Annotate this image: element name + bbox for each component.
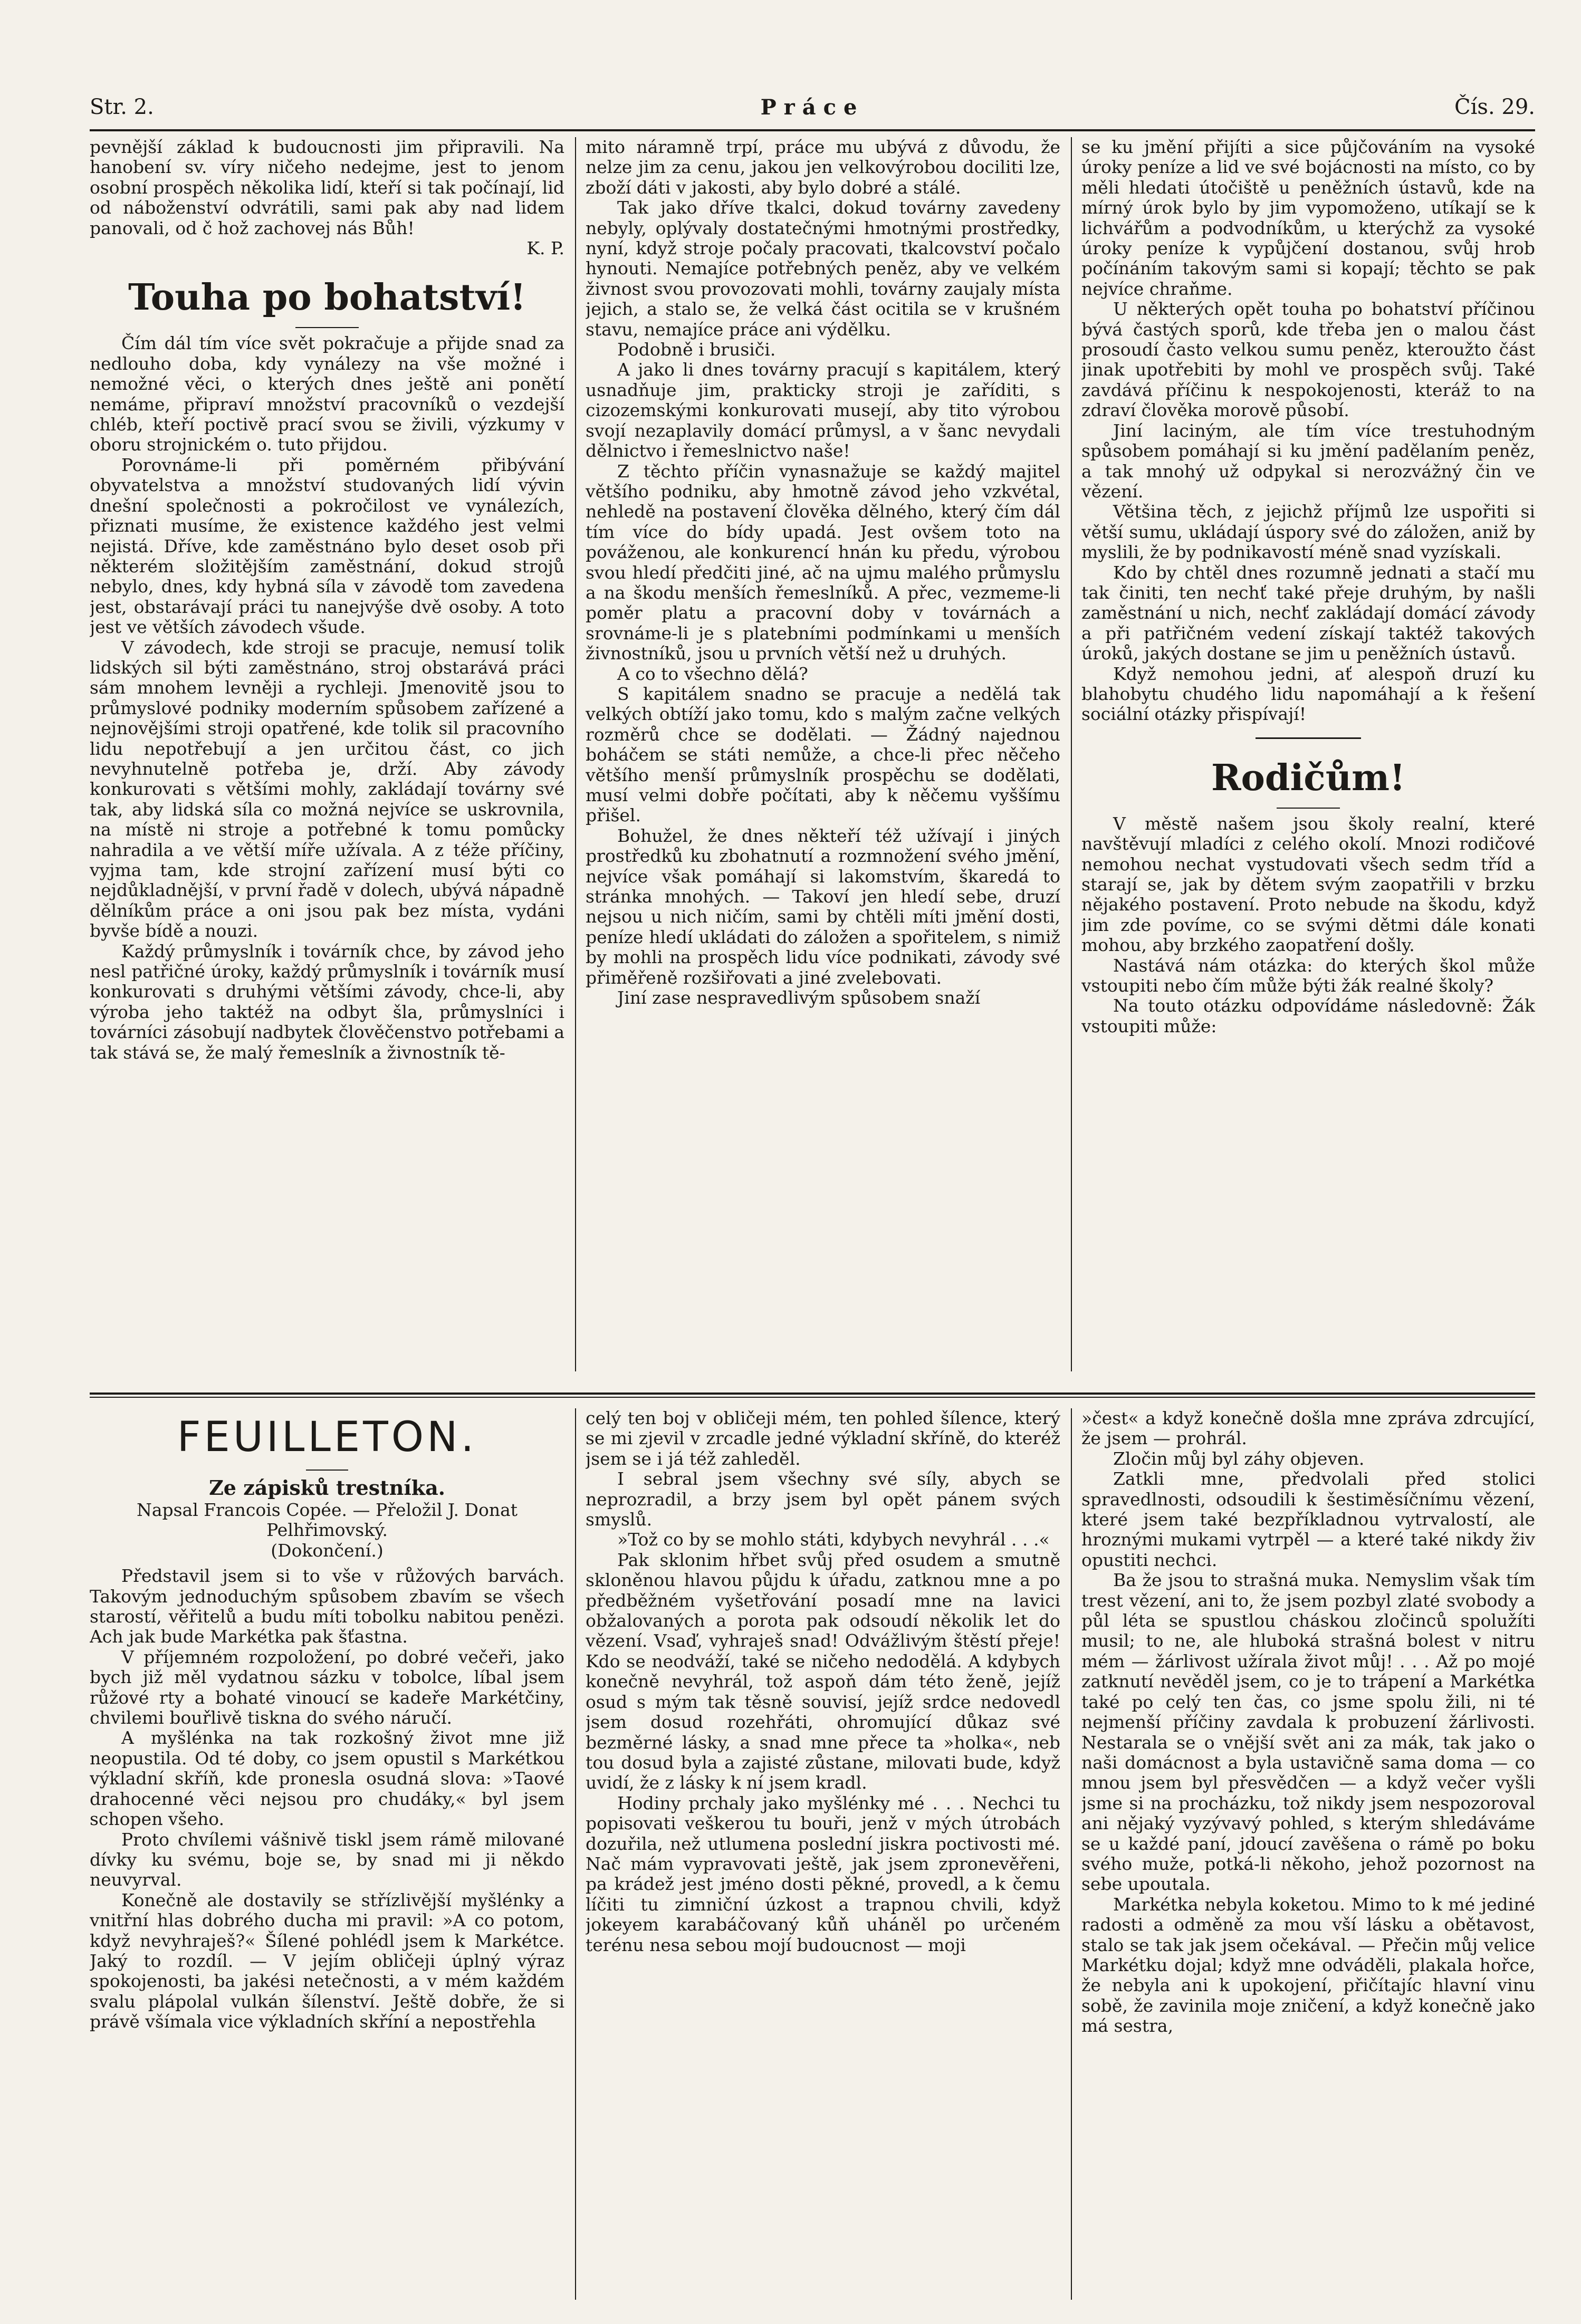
paragraph: Bohužel, že dnes někteří též užívají i jiných prostředků ku zbohatnutí a rozmnožení svého jmění, nejvíce však pomáhají si lakomstvím, škaredá to stránka mnohých. — Takoví jen hledí sebe, druzí nejsou u nich ničím, sami by chtěli míti jmění dosti, peníze hledí ukládati do záložen a spořitelem, s nimiž by mohli na prospěch lidu více podnikati, závody své přiměřeně rozšiřovati a jiné zvelebovati. xyxy=(586,825,1060,988)
column-divider xyxy=(1071,1408,1072,2300)
paragraph: Jiní laciným, ale tím více trestuhodným spůsobem pomáhají si ku jmění padělaním peněz, a tak mnohý už odpykal si nerozvážný čin ve vězení. xyxy=(1081,420,1535,502)
article-title: Touha po bohatství! xyxy=(128,276,526,319)
paragraph: U některých opět touha po bohatství příčinou bývá častých sporů, kde třeba jen o malou část prosoudí často velkou sumu peněz, kteroužto část jinak upotřebiti by mohl ve prospěch svůj. Také zavdává příčinu k nespokojenosti, kteráž to na zdraví člověka morově působí. xyxy=(1081,299,1535,421)
paragraph: A myšlénka na tak rozkošný život mne již neopustila. Od té doby, co jsem opustil s Markétkou výkladní skříň, kde pronesla osudná slova: »Taové drahocenné věci nejsou pro chudáky,« byl jsem schopen všeho. xyxy=(90,1727,564,1830)
paragraph: Porovnáme-li při poměrném přibývání obyvatelstva a množství studovaných lidí vývin dnešní společnosti a pokročilost ve vynálezích, přiznati musíme, že existence každého jest velmi nejistá. Dříve, kde zaměstnáno bylo deset osob při některém složitějším zaměstnání, dokud strojů nebylo, dnes, kdy hybná síla v závodě tom zavedena jest, obstarávají práci tu nanejvýše dvě osoby. A toto jest ve větších závodech všude. xyxy=(90,454,564,638)
page-header xyxy=(90,95,1535,127)
paragraph: Konečně ale dostavily se střízlivější myšlénky a vnitřní hlas dobrého ducha mi pravil: »A co potom, když nevyhraješ?« Šílené pohlédl jsem k Markétce. Jaký to rozdíl. — V jejím obličeji úplný výraz spokojenosti, ba jakési netečnosti, a v mém každém svalu plápolal vulkán šílenství. Ještě dobře, že si právě všímala vice výkladních skříní a nepostřehla xyxy=(90,1889,564,2032)
paragraph: Hodiny prchaly jako myšlénky mé . . . Nechci tu popisovati veškerou tu bouři, jenž v mých útrobách dozuřila, než utlumena poslední jiskra poctivosti mé. Nač mám vypravovati ještě, jak jsem zpronevěřeni, pa krádež jest jméno dosti pěkné, provedl, a k čemu líčiti tu zimniční úzkost a trapnou chvili, když jokeyem karabáčovaný kůň uháněl po určeném terénu nesa sebou mojí budoucnost — moji xyxy=(586,1792,1060,1955)
paragraph: Ba že jsou to strašná muka. Nemyslim však tím trest vězení, ani to, že jsem pozbyl zlaté svobody a půl léta se spustlou cháskou zločinců spolužíti musil; to ne, ale hluboká strašná bolest v nitru mém — žárlivost užírala život můj! . . . Až po mojé zatknutí nevěděl jsem, co je to trápení a Markétka také po celý ten čas, co jsme spolu žili, ni té nejmenší příčiny zavdala k probuzení žárlivosti. Nestarala se o vnější svět ani za mák, tak jako o naši domácnost a byla ustavičně sama doma — co mnou jsem byl přesvědčen — a když večer vyšli jsme si na procházku, tož nikdy jsem nespozoroval ani nějaký vyzývavý pohled, s kterým shledáváme se u každé paní, jdoucí zavěšena o rámě po boku svého muže, potká-li někoho, jehož pozornost na sebe upoutala. xyxy=(1081,1570,1535,1895)
paragraph: Zločin můj byl záhy objeven. xyxy=(1113,1448,1365,1469)
column-divider xyxy=(575,137,576,1371)
paragraph: »čest« a když konečně došla mne zpráva zdrcující, že jsem — prohrál. xyxy=(1081,1408,1535,1449)
paragraph: S kapitálem snadno se pracuje a nedělá tak velkých obtíží jako tomu, kdo s malým začne velkých rozměrů chce se dodělati. — Žádný najednou boháčem se státi nemůže, a chce-li přec něčeho většího menší průmyslník prospěchu se dodělati, musí velmi dobře počítati, aby k něčemu vyššímu přišel. xyxy=(586,683,1060,826)
title-divider xyxy=(295,327,359,328)
column-2-upper xyxy=(586,137,1060,1371)
ornament-divider xyxy=(306,1470,348,1471)
paragraph: V příjemném rozpoložení, po dobré večeři, jako bych již měl vydatnou sázku v tobolce, líbal jsem růžové rty a bohaté vinoucí se kadeře Markétčiny, chvilemi bouřlivě tiskna do svého náručí. xyxy=(90,1646,564,1728)
paragraph: Na touto otázku odpovídáme následovně: Žák vstoupiti může: xyxy=(1081,995,1535,1036)
paragraph: Každý průmyslník i továrník chce, by závod jeho nesl patřičné úroky, každý průmyslník i továrník musí konkurovati s druhými většími závody, chce-li, aby výroba jeho taktéž na odbyt šla, průmyslníci i továrníci zásobují nadbytek člověčenstvo potřebami a tak stává se, že malý řemeslník a živnostník tě- xyxy=(90,940,564,1063)
paragraph: Většina těch, z jejichž příjmů lze uspořiti si větší sumu, ukládají úspory své do záložen, aniž by myslili, že by podnikavostí méně snad vyzískali. xyxy=(1081,501,1535,563)
column-divider xyxy=(575,1408,576,2300)
paragraph: Jiní zase nespravedlivým spůsobem snaží xyxy=(617,987,981,1009)
paragraph: A co to všechno dělá? xyxy=(617,663,808,684)
paragraph: V závodech, kde stroji se pracuje, nemusí tolik lidských sil býti zaměstnáno, stroj obstarává práci sám mnohem levněji a rychleji. Jmenovitě jsou to průmyslové podniky moderním spůsobem zařízené a nejnovějšími stroji opatřené, kde tolik sil pracovního lidu nepotřebují a jen určitou část, co jich nevyhnutelně potřeba je, drží. Aby závody konkurovati s většími mohly, zakládají továrny své tak, aby lidská síla co možná nejvíce se uskrovnila, na místě ni stroje a potřebné k tomu pomůcky nahradila a ve větší míře užívala. A z téže příčiny, vyjma tam, kde strojní zařízení musí býti co nejdůkladnější, v první řadě v dolech, ubývá nápadně dělníkům práce a oni jsou pak bez místa, vydáni byvše bídě a nouzi. xyxy=(90,637,564,942)
paragraph: Markétka nebyla koketou. Mimo to k mé jediné radosti a odměně za mou vší lásku a obětavost, stalo se tak jak jsem očekával. — Přečin můj velice Markétku dojal; když mne odváděli, plakala hořce, že nebyla ani k upokojení, přičítajíc hlavní vinu sobě, že zavinila moje zničení, a když konečně jako má sestra, xyxy=(1081,1894,1535,2037)
paragraph: I sebral jsem všechny své síly, abych se neprozradil, a brzy jsem byl opět pánem svých smyslů. xyxy=(586,1468,1060,1530)
paragraph: Kdo by chtěl dnes rozumně jednati a stačí mu tak činiti, ten nechť také přeje druhým, by našli zaměstnání u nich, nechť zakládají domácí závody a při patřičném vedení získají taktéž takových úroků, jakých dostane se jim u peněžních ústavů. xyxy=(1081,562,1535,664)
feuilleton-column-1 xyxy=(90,1408,564,2300)
paragraph: se ku jmění přijíti a sice půjčováním na vysoké úroky peníze a lid ve své bojácnosti na místo, co by měli hledati útočiště u peněžních ústavů, kde na mírný úrok bylo by jim vypomoženo, utíkají se k lichvářům a podvodníkům, u kterýchž za vysoké úroky peníze k vypůjčení dostanou, svůj hrob počínáním takovým sami si kopají; těchto se pak nejvíce chraňme. xyxy=(1081,137,1535,299)
column-1-upper xyxy=(90,137,564,1371)
paragraph: Tak jako dříve tkalci, dokud továrny zavedeny nebyly, oplývaly dostatečnými hmotnými prostředky, nyní, když stroje počaly pracovati, tkalcovství počalo hynouti. Nemajíce potřebných peněz, aby ve velkém živnost svou provozovati mohli, továrny zaujaly místa jejich, a stalo se, že velká část ocitila se v krušném stavu, nemajíce práce ani výdělku. xyxy=(586,197,1060,340)
paragraph: Když nemohou jedni, ať alespoň druzí ku blahobytu chudého lidu napomáhají a k řešení sociální otázky přispívají! xyxy=(1081,663,1535,725)
newspaper-title: Práce xyxy=(760,95,865,120)
author-signature: K. P. xyxy=(526,238,564,259)
feuilleton-column-2 xyxy=(586,1408,1060,2300)
paragraph: Z těchto příčin vynasnažuje se každý majitel většího podniku, aby hmotně závod jeho vzkvétal, nehledě na postavení člověka dělného, který čím dál tím více do bídy upadá. Jest ovšem toto na pováženou, ale konkurencí hnán ku předu, výrobou svou hledí předčiti jiné, ač na ujmu malého průmyslu a na škodu menších řemeslníků. A přec, vezmeme-li poměr platu a pracovní doby v továrnách a srovnáme-li je s platebními podmínkami u menších živnostníků, jsou u prvních větší než u druhých. xyxy=(586,460,1060,664)
paragraph: »Tož co by se mohlo státi, kdybych nevyhrál . . .« xyxy=(617,1529,1050,1550)
feuilleton-title: Ze zápisků trestníka. xyxy=(209,1476,445,1500)
paragraph: Představil jsem si to vše v růžových barvách. Takovým jednoduchým spůsobem zbavím se všech starostí, věřitelů a budu míti tobolku nabitou penězi. Ach jak bude Markétka pak šťastna. xyxy=(90,1566,564,1647)
paragraph: celý ten boj v obličeji mém, ten pohled šílence, který se mi zjevil v zrcadle jedné výkladní skříně, do kteréž jsem se i já též zahleděl. xyxy=(586,1408,1060,1469)
header-rule xyxy=(90,129,1535,131)
paragraph: Pak sklonim hřbet svůj před osudem a smutně skloněnou hlavou půjdu k úřadu, zatknou mne a po předběžném vyšetřování posadí mne na lavici obžalovaných a porota pak odsoudí několik let do vězení. Vsaď, vyhraješ snad! Odvážlivým štěstí přeje! Kdo se neodváží, také se ničeho nedodělá. A kdybych konečně nevyhrál, tož aspoň dám této ženě, jejíž osud s mým tak těsně souvisí, jejíž srdce nedovedl jsem dosud rozehřáti, ohromující důkaz své bezměrné lásky, a snad mne přece ta »holka«, neb tou dosud byla a zajisté zůstane, milovati bude, když uvidí, že z lásky k ní jsem kradl. xyxy=(586,1549,1060,1793)
paragraph: pevnější základ k budoucnosti jim připravili. Na hanobení sv. víry ničeho nedejme, jest to jenom osobní prospěch několika lidí, kteří si tak počínají, lid od náboženství odvrátili, sami pak aby nad lidem panovali, od č hož zachovej nás Bůh! xyxy=(90,137,564,238)
continuation-note: (Dokončení.) xyxy=(271,1540,384,1561)
feuilleton-rule xyxy=(90,1397,1535,1398)
page-number: Str. 2. xyxy=(90,95,154,119)
column-3-upper xyxy=(1081,137,1535,1371)
paragraph: Podobně i brusiči. xyxy=(617,339,776,360)
feuilleton-heading: FEUILLETON. xyxy=(177,1414,477,1461)
title-divider xyxy=(1277,808,1340,809)
column-divider xyxy=(1071,137,1072,1371)
paragraph: V městě našem jsou školy realní, které navštěvují mladíci z celého okolí. Mnozi rodičové nemohou nechat vystudovati všech sedm tříd a starají se, jak by dětem svým zaopatřili v brzku nějakého postavení. Proto nebude na škodu, když jim zde povíme, co se svými dětmi dále konati mohou, aby brzkého zaopatření došly. xyxy=(1081,813,1535,956)
paragraph: Zatkli mne, předvolali před stolici spravedlnosti, odsoudili k šestiměsíčnímu vězení, které jsem také bezpříkladnou vytrvalostí, ale hroznými mukami vytrpěl — a které také nikdy živ opustiti nechci. xyxy=(1081,1468,1535,1570)
paragraph: Proto chvílemi vášnivě tiskl jsem rámě milované dívky ku svému, boje se, by snad mi ji někdo neuvyrval. xyxy=(90,1829,564,1890)
section-title: Rodičům! xyxy=(1211,756,1405,799)
paragraph: Nastává nám otázka: do kterých škol může vstoupiti nebo čím může býti žák realné školy? xyxy=(1081,955,1535,996)
issue-number: Čís. 29. xyxy=(1454,95,1535,119)
feuilleton-column-3 xyxy=(1081,1408,1535,2300)
paragraph: Čím dál tím více svět pokračuje a přijde snad za nedlouho doba, kdy vynálezy na vše možné i nemožné věci, o kterých dnes ještě ani ponětí nemáme, připraví množství pracovníků o vezdejší chléb, kteří poctivě prací svou se živili, výzkumy v oboru strojnickém o. tuto přijdou. xyxy=(90,333,564,455)
feuilleton-rule xyxy=(90,1393,1535,1395)
paragraph: A jako li dnes továrny pracují s kapitálem, který usnadňuje jim, prakticky stroji je zaříditi, s cizozemskými konkurovati musejí, aby tito výrobou svojí nezaplavily domácí průmysl, a v šanc nevydali dělnictvo i řemeslnictvo naše! xyxy=(586,359,1060,462)
byline: Napsal Francois Copée. — Přeložil J. Donat Pelhřimovský. xyxy=(136,1500,518,1541)
section-divider xyxy=(1256,737,1361,739)
paragraph: mito náramně trpí, práce mu ubývá z důvodu, že nelze jim za cenu, jakou jen velkovýrobou dociliti lze, zboží dáti v jakosti, aby bylo dobré a stálé. xyxy=(586,137,1060,198)
